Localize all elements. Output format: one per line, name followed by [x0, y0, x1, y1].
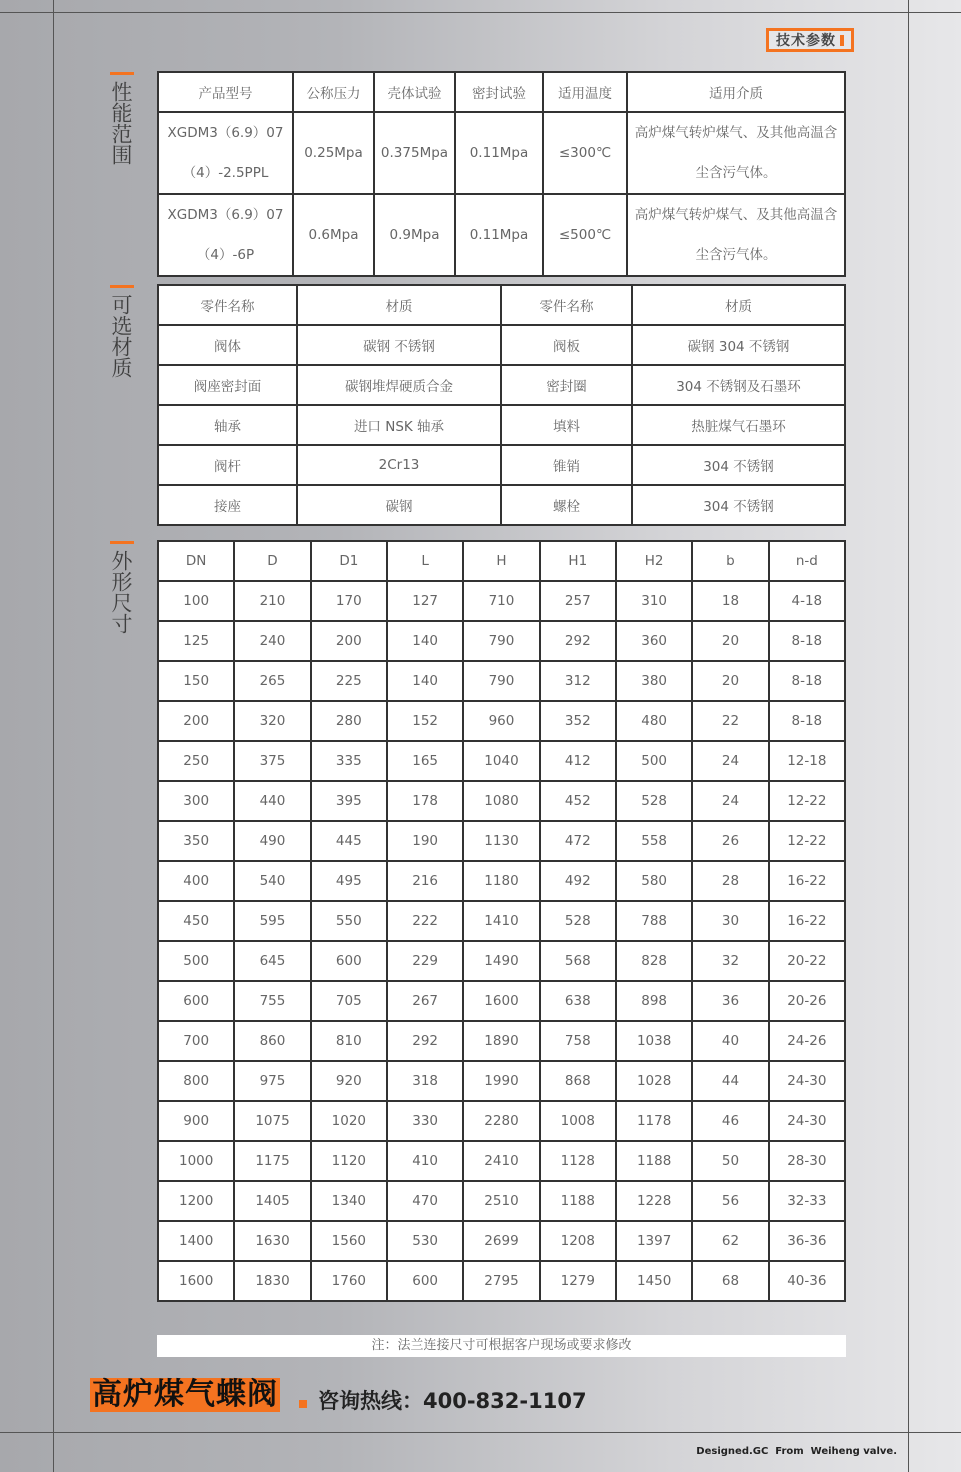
accent-bar [110, 72, 134, 75]
dimension-cell: 200 [311, 621, 387, 661]
dimension-cell: 350 [158, 821, 234, 861]
dimension-cell: 1080 [463, 781, 539, 821]
header-cell: 密封试验 [455, 72, 543, 112]
dimension-cell: 24-26 [769, 1021, 845, 1061]
dimension-cell: 1178 [616, 1101, 692, 1141]
dimension-cell: 868 [540, 1061, 616, 1101]
table-row [158, 1181, 845, 1221]
dimension-cell: 190 [387, 821, 463, 861]
dimension-cell: 2699 [463, 1221, 539, 1261]
dimension-cell: 8-18 [769, 701, 845, 741]
header-cell: 材质 [632, 285, 845, 325]
dimension-cell: 788 [616, 901, 692, 941]
dimensions-table [157, 540, 846, 1302]
dimension-cell: 600 [311, 941, 387, 981]
table-row [158, 581, 845, 621]
dimension-cell: 920 [311, 1061, 387, 1101]
dimension-cell: 495 [311, 861, 387, 901]
dimension-cell: 335 [311, 741, 387, 781]
table-row [158, 701, 845, 741]
dimension-cell: 28-30 [769, 1141, 845, 1181]
dimension-cell: 450 [158, 901, 234, 941]
section-label-text: 外形尺寸 [109, 550, 133, 634]
header-cell: 适用介质 [627, 72, 845, 112]
table-row [158, 781, 845, 821]
dimension-cell: 975 [234, 1061, 310, 1101]
accent-bar [110, 285, 134, 288]
material-cell: 304 不锈钢 [632, 485, 845, 525]
table-row [158, 365, 845, 405]
dimension-cell: 20 [692, 621, 768, 661]
dimension-cell: 500 [616, 741, 692, 781]
dimension-cell: 265 [234, 661, 310, 701]
dimension-cell: 710 [463, 581, 539, 621]
dimension-cell: 490 [234, 821, 310, 861]
dimension-cell: 375 [234, 741, 310, 781]
dimension-cell: 1208 [540, 1221, 616, 1261]
dimension-cell: 24 [692, 741, 768, 781]
header-cell: L [387, 541, 463, 581]
accent-bar [110, 541, 134, 544]
designer-credit: Designed.GC From Weiheng valve. [696, 1446, 897, 1457]
dimension-cell: 330 [387, 1101, 463, 1141]
dimension-cell: 46 [692, 1101, 768, 1141]
dimension-cell: 1000 [158, 1141, 234, 1181]
dimension-cell: 790 [463, 621, 539, 661]
dimension-cell: 960 [463, 701, 539, 741]
dimension-cell: 12-22 [769, 821, 845, 861]
section-label-materials [110, 285, 132, 378]
model-line: （4）-2.5PPL [182, 165, 269, 181]
dimension-cell: 528 [540, 901, 616, 941]
dimension-cell: 700 [158, 1021, 234, 1061]
dimension-cell: 310 [616, 581, 692, 621]
dimensions-note: 注：法兰连接尺寸可根据客户现场或要求修改 [157, 1335, 846, 1357]
medium-line: 尘含污气体。 [695, 165, 777, 181]
dimension-cell: 257 [540, 581, 616, 621]
model-line: XGDM3（6.9）07 [167, 207, 284, 223]
crop-mark-top [0, 12, 961, 13]
dimension-cell: 210 [234, 581, 310, 621]
part-name-cell: 螺栓 [501, 485, 632, 525]
dimension-cell: 2795 [463, 1261, 539, 1301]
dimension-cell: 16-22 [769, 901, 845, 941]
material-cell: 碳钢 304 不锈钢 [632, 325, 845, 365]
performance-table [157, 71, 846, 277]
dimension-cell: 300 [158, 781, 234, 821]
dimension-cell: 1028 [616, 1061, 692, 1101]
table-header-row [158, 72, 845, 112]
dimension-cell: 400 [158, 861, 234, 901]
tech-params-badge [766, 28, 854, 52]
dimension-cell: 280 [311, 701, 387, 741]
dimension-cell: 1188 [540, 1181, 616, 1221]
dimension-cell: 26 [692, 821, 768, 861]
dimension-cell: 550 [311, 901, 387, 941]
dimension-cell: 530 [387, 1221, 463, 1261]
table-header-row [158, 541, 845, 581]
product-title: 高炉煤气蝶阀 [92, 1377, 278, 1412]
dimension-cell: 8-18 [769, 661, 845, 701]
table-row [158, 661, 845, 701]
dimension-cell: 36-36 [769, 1221, 845, 1261]
materials-table [157, 284, 846, 526]
dimension-cell: 56 [692, 1181, 768, 1221]
header-cell: 材质 [297, 285, 501, 325]
dimension-cell: 1279 [540, 1261, 616, 1301]
dimension-cell: 1228 [616, 1181, 692, 1221]
table-row [158, 1021, 845, 1061]
dimension-cell: 22 [692, 701, 768, 741]
dimension-cell: 216 [387, 861, 463, 901]
temperature-cell: ≤300℃ [543, 112, 627, 194]
dimension-cell: 1188 [616, 1141, 692, 1181]
dimension-cell: 492 [540, 861, 616, 901]
dimension-cell: 380 [616, 661, 692, 701]
material-cell: 碳钢 不锈钢 [297, 325, 501, 365]
dimension-cell: 20-26 [769, 981, 845, 1021]
dimension-cell: 1560 [311, 1221, 387, 1261]
table-row [158, 112, 845, 194]
part-name-cell: 轴承 [158, 405, 297, 445]
badge-accent-mark [840, 35, 844, 46]
header-cell: H1 [540, 541, 616, 581]
dimension-cell: 360 [616, 621, 692, 661]
dimension-cell: 312 [540, 661, 616, 701]
table-row [158, 325, 845, 365]
dimension-cell: 200 [158, 701, 234, 741]
dimension-cell: 445 [311, 821, 387, 861]
dimension-cell: 860 [234, 1021, 310, 1061]
dimension-cell: 898 [616, 981, 692, 1021]
dimension-cell: 40 [692, 1021, 768, 1061]
medium-line: 高炉煤气转炉煤气、及其他高温含 [634, 125, 838, 141]
header-cell: 零件名称 [158, 285, 297, 325]
header-cell: 公称压力 [293, 72, 374, 112]
dimension-cell: 1405 [234, 1181, 310, 1221]
header-cell: H2 [616, 541, 692, 581]
dimension-cell: 62 [692, 1221, 768, 1261]
dimension-cell: 1400 [158, 1221, 234, 1261]
dimension-cell: 4-18 [769, 581, 845, 621]
dimension-cell: 127 [387, 581, 463, 621]
dimension-cell: 452 [540, 781, 616, 821]
dimension-cell: 568 [540, 941, 616, 981]
model-cell [158, 112, 293, 194]
dimension-cell: 1200 [158, 1181, 234, 1221]
dimension-cell: 12-18 [769, 741, 845, 781]
dimension-cell: 395 [311, 781, 387, 821]
dimension-cell: 1130 [463, 821, 539, 861]
material-cell: 304 不锈钢及石墨环 [632, 365, 845, 405]
material-cell: 304 不锈钢 [632, 445, 845, 485]
crop-mark-right [908, 0, 909, 1472]
table-row [158, 485, 845, 525]
dimension-cell: 828 [616, 941, 692, 981]
dimension-cell: 500 [158, 941, 234, 981]
dimension-cell: 1128 [540, 1141, 616, 1181]
dimension-cell: 1340 [311, 1181, 387, 1221]
dimension-cell: 800 [158, 1061, 234, 1101]
medium-cell [627, 112, 845, 194]
table-row [158, 741, 845, 781]
dimension-cell: 1075 [234, 1101, 310, 1141]
dimension-cell: 540 [234, 861, 310, 901]
temperature-cell: ≤500℃ [543, 194, 627, 276]
dimension-cell: 44 [692, 1061, 768, 1101]
dimension-cell: 267 [387, 981, 463, 1021]
part-name-cell: 阀体 [158, 325, 297, 365]
table-row [158, 1101, 845, 1141]
section-label-performance [110, 72, 132, 165]
dimension-cell: 178 [387, 781, 463, 821]
dimension-cell: 1600 [158, 1261, 234, 1301]
dimension-cell: 472 [540, 821, 616, 861]
header-cell: 零件名称 [501, 285, 632, 325]
dimension-cell: 1890 [463, 1021, 539, 1061]
shell-test-cell: 0.375Mpa [374, 112, 455, 194]
dimension-cell: 1630 [234, 1221, 310, 1261]
dimension-cell: 755 [234, 981, 310, 1021]
dimension-cell: 20 [692, 661, 768, 701]
dimension-cell: 595 [234, 901, 310, 941]
dimension-cell: 900 [158, 1101, 234, 1141]
dimension-cell: 24-30 [769, 1101, 845, 1141]
dimension-cell: 28 [692, 861, 768, 901]
dimension-cell: 1410 [463, 901, 539, 941]
material-cell: 热脏煤气石墨环 [632, 405, 845, 445]
dimension-cell: 170 [311, 581, 387, 621]
part-name-cell: 密封圈 [501, 365, 632, 405]
medium-line: 高炉煤气转炉煤气、及其他高温含 [634, 207, 838, 223]
dimension-cell: 1020 [311, 1101, 387, 1141]
material-cell: 2Cr13 [297, 445, 501, 485]
part-name-cell: 锥销 [501, 445, 632, 485]
dimension-cell: 100 [158, 581, 234, 621]
header-cell: 适用温度 [543, 72, 627, 112]
dimension-cell: 50 [692, 1141, 768, 1181]
part-name-cell: 阀板 [501, 325, 632, 365]
crop-mark-left [53, 0, 54, 1472]
crop-mark-bottom [0, 1432, 961, 1433]
header-cell: DN [158, 541, 234, 581]
accent-dot [299, 1400, 307, 1408]
dimension-cell: 165 [387, 741, 463, 781]
dimension-cell: 2510 [463, 1181, 539, 1221]
hotline: 咨询热线：400-832-1107 [318, 1389, 587, 1413]
table-row [158, 621, 845, 661]
dimension-cell: 1600 [463, 981, 539, 1021]
dimension-cell: 1450 [616, 1261, 692, 1301]
dimension-cell: 125 [158, 621, 234, 661]
dimension-cell: 645 [234, 941, 310, 981]
badge-label: 技术参数 [776, 33, 836, 49]
header-cell: 壳体试验 [374, 72, 455, 112]
dimension-cell: 1040 [463, 741, 539, 781]
dimension-cell: 2410 [463, 1141, 539, 1181]
dimension-cell: 1120 [311, 1141, 387, 1181]
dimension-cell: 68 [692, 1261, 768, 1301]
part-name-cell: 阀座密封面 [158, 365, 297, 405]
table-header-row [158, 285, 845, 325]
dimension-cell: 352 [540, 701, 616, 741]
dimension-cell: 1397 [616, 1221, 692, 1261]
model-line: XGDM3（6.9）07 [167, 125, 284, 141]
table-row [158, 1061, 845, 1101]
seal-test-cell: 0.11Mpa [455, 194, 543, 276]
seal-test-cell: 0.11Mpa [455, 112, 543, 194]
dimension-cell: 1175 [234, 1141, 310, 1181]
dimension-cell: 292 [540, 621, 616, 661]
dimension-cell: 470 [387, 1181, 463, 1221]
dimension-cell: 229 [387, 941, 463, 981]
material-cell: 碳钢堆焊硬质合金 [297, 365, 501, 405]
dimension-cell: 150 [158, 661, 234, 701]
dimension-cell: 225 [311, 661, 387, 701]
header-cell: n-d [769, 541, 845, 581]
part-name-cell: 填料 [501, 405, 632, 445]
dimension-cell: 528 [616, 781, 692, 821]
dimension-cell: 2280 [463, 1101, 539, 1141]
dimension-cell: 24-30 [769, 1061, 845, 1101]
medium-cell [627, 194, 845, 276]
material-cell: 碳钢 [297, 485, 501, 525]
table-row [158, 1261, 845, 1301]
dimension-cell: 18 [692, 581, 768, 621]
dimension-cell: 318 [387, 1061, 463, 1101]
model-line: （4）-6P [196, 247, 255, 263]
dimension-cell: 140 [387, 661, 463, 701]
dimension-cell: 480 [616, 701, 692, 741]
section-label-text: 性能范围 [109, 81, 133, 165]
dimension-cell: 412 [540, 741, 616, 781]
dimension-cell: 240 [234, 621, 310, 661]
header-cell: D [234, 541, 310, 581]
header-cell: D1 [311, 541, 387, 581]
table-row [158, 901, 845, 941]
dimension-cell: 410 [387, 1141, 463, 1181]
section-label-dimensions [110, 541, 132, 634]
dimension-cell: 16-22 [769, 861, 845, 901]
dimension-cell: 758 [540, 1021, 616, 1061]
dimension-cell: 292 [387, 1021, 463, 1061]
table-row [158, 405, 845, 445]
table-row [158, 821, 845, 861]
part-name-cell: 接座 [158, 485, 297, 525]
part-name-cell: 阀杆 [158, 445, 297, 485]
table-row [158, 861, 845, 901]
dimension-cell: 1180 [463, 861, 539, 901]
header-cell: H [463, 541, 539, 581]
dimension-cell: 32-33 [769, 1181, 845, 1221]
nominal-pressure-cell: 0.25Mpa [293, 112, 374, 194]
dimension-cell: 1990 [463, 1061, 539, 1101]
dimension-cell: 1008 [540, 1101, 616, 1141]
dimension-cell: 638 [540, 981, 616, 1021]
dimension-cell: 12-22 [769, 781, 845, 821]
dimension-cell: 32 [692, 941, 768, 981]
table-row [158, 1221, 845, 1261]
model-cell [158, 194, 293, 276]
dimension-cell: 1490 [463, 941, 539, 981]
dimension-cell: 320 [234, 701, 310, 741]
dimension-cell: 600 [387, 1261, 463, 1301]
medium-line: 尘含污气体。 [695, 247, 777, 263]
dimension-cell: 705 [311, 981, 387, 1021]
dimension-cell: 250 [158, 741, 234, 781]
table-row [158, 445, 845, 485]
table-row [158, 981, 845, 1021]
dimension-cell: 810 [311, 1021, 387, 1061]
nominal-pressure-cell: 0.6Mpa [293, 194, 374, 276]
dimension-cell: 222 [387, 901, 463, 941]
dimension-cell: 36 [692, 981, 768, 1021]
dimension-cell: 1830 [234, 1261, 310, 1301]
dimension-cell: 790 [463, 661, 539, 701]
dimension-cell: 20-22 [769, 941, 845, 981]
dimension-cell: 1038 [616, 1021, 692, 1061]
dimension-cell: 600 [158, 981, 234, 1021]
header-cell: 产品型号 [158, 72, 293, 112]
section-label-text: 可选材质 [109, 294, 133, 378]
dimension-cell: 24 [692, 781, 768, 821]
dimension-cell: 140 [387, 621, 463, 661]
table-row [158, 1141, 845, 1181]
table-row [158, 941, 845, 981]
shell-test-cell: 0.9Mpa [374, 194, 455, 276]
header-cell: b [692, 541, 768, 581]
dimension-cell: 40-36 [769, 1261, 845, 1301]
dimension-cell: 8-18 [769, 621, 845, 661]
material-cell: 进口 NSK 轴承 [297, 405, 501, 445]
dimension-cell: 30 [692, 901, 768, 941]
dimension-cell: 558 [616, 821, 692, 861]
dimension-cell: 580 [616, 861, 692, 901]
dimension-cell: 440 [234, 781, 310, 821]
table-row [158, 194, 845, 276]
dimension-cell: 1760 [311, 1261, 387, 1301]
dimension-cell: 152 [387, 701, 463, 741]
